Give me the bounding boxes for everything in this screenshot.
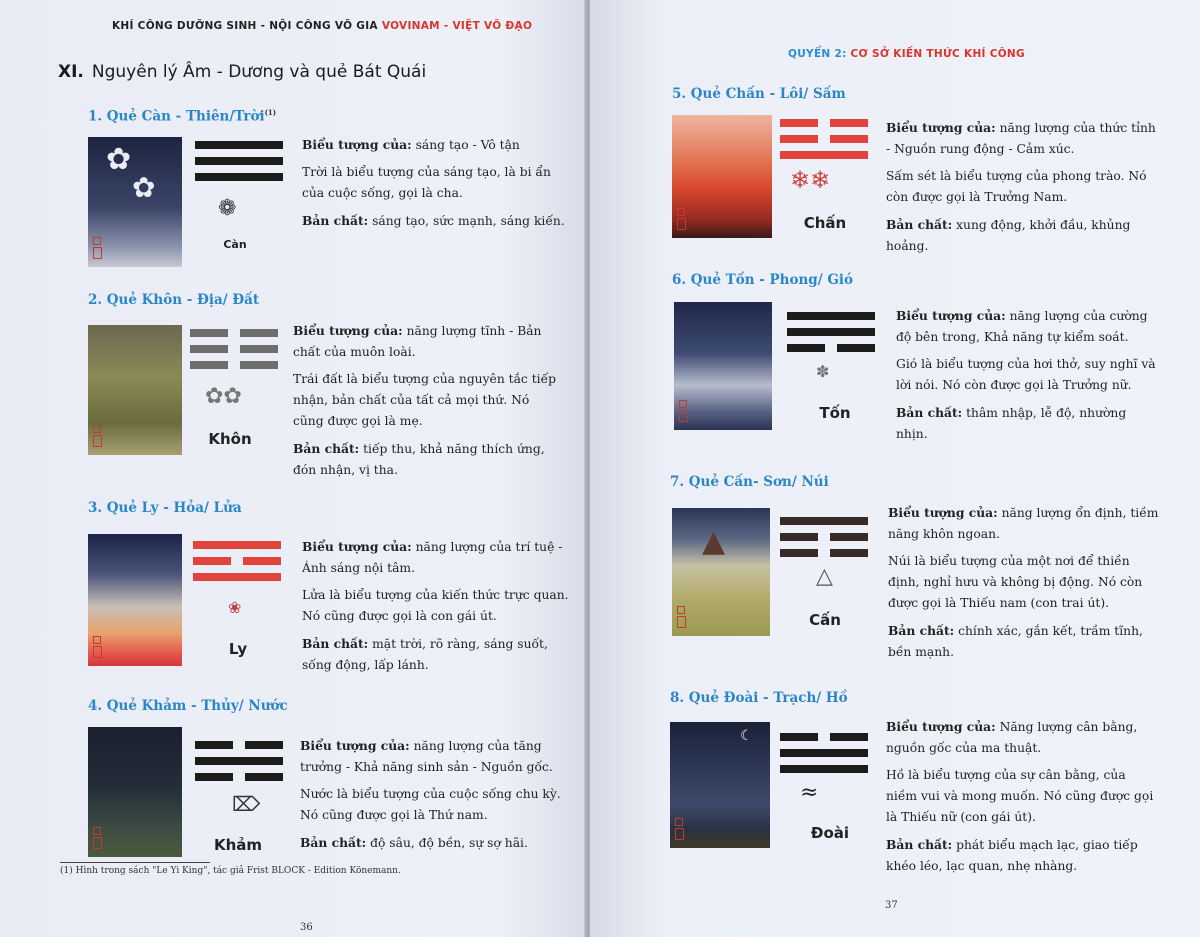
can-mountain-name: Cấn [809, 611, 841, 629]
left-page [0, 0, 588, 937]
khon-brush-icon: ✿✿ [205, 384, 242, 409]
ly-brush-icon: ❀ [228, 598, 242, 617]
trigram-heading-ly: 3. Quẻ Ly - Hỏa/ Lửa [88, 500, 242, 516]
trigram-heading-khon: 2. Quẻ Khôn - Địa/ Đất [88, 292, 260, 308]
doai-brush-icon: ≈ [800, 780, 819, 805]
trigram-heading-ton: 6. Quẻ Tốn - Phong/ Gió [672, 272, 854, 288]
trigram-heading-can-mountain: 7. Quẻ Cấn- Sơn/ Núi [670, 474, 829, 490]
can-mountain-brush-icon: △ [816, 564, 833, 589]
doai-artwork: ☾ [670, 722, 770, 848]
running-head-left: KHÍ CÔNG DƯỠNG SINH - NỘI CÔNG VÕ GIA VOVINAM - VIỆT VÕ ĐẠO [112, 20, 533, 32]
can-mountain-text: Biểu tượng của: năng lượng ổn định, tiềm năng khôn ngoan. Núi là biểu tượng của một nơi để thiền định, nghỉ hưu và không bị động. Nó còn được gọi là Thiếu nam (con trai út). Bản chất: chính xác, gắn kết, trầm tĩnh, bền mạnh. [888, 505, 1159, 659]
ly-artwork [88, 534, 182, 666]
khon-artwork [88, 325, 182, 455]
section-title: XI. Nguyên lý Âm - Dương và quẻ Bát Quái [58, 62, 427, 82]
ly-text: Biểu tượng của: năng lượng của trí tuệ - Ánh sáng nội tâm. Lửa là biểu tượng của kiến thức trực quan. Nó cũng được gọi là con gái út. Bản chất: mặt trời, rõ ràng, sáng suốt, sống động, lấp lánh. [302, 539, 569, 672]
trigram-heading-doai: 8. Quẻ Đoài - Trạch/ Hồ [670, 690, 848, 706]
trigram-heading-chan: 5. Quẻ Chấn - Lôi/ Sấm [672, 86, 846, 102]
chan-brush-icon: ❄❄ [790, 166, 831, 194]
ton-trigram [787, 312, 877, 360]
right-page [590, 0, 1200, 937]
running-head-right: QUYỂN 2: CƠ SỞ KIẾN THỨC KHÍ CÔNG [788, 48, 1025, 60]
doai-trigram [780, 733, 870, 781]
trigram-heading-kham: 4. Quẻ Khảm - Thủy/ Nước [88, 698, 288, 714]
khon-trigram [190, 329, 280, 377]
ly-name: Ly [228, 640, 248, 658]
ton-text: Biểu tượng của: năng lượng của cường độ bên trong, Khả năng tự kiểm soát. Gió là biểu tượng của hơi thở, suy nghĩ và lời nói. Nó còn được gọi là Trưởng nữ. Bản chất: thâm nhập, lễ độ, nhường nhịn. [896, 308, 1156, 441]
doai-name: Đoài [810, 824, 850, 842]
chan-artwork [672, 115, 772, 238]
can-name: Càn [223, 238, 247, 251]
page-number-left: 36 [300, 922, 313, 933]
kham-trigram [195, 741, 285, 789]
can-mountain-artwork: ▲ [672, 508, 770, 636]
trigram-heading-can: 1. Quẻ Càn - Thiên/Trời$^{(1)}$ [88, 108, 277, 125]
ton-name: Tốn [819, 404, 851, 422]
can-trigram [195, 141, 285, 189]
page-number-right: 37 [885, 900, 898, 911]
kham-brush-icon: ⌦ [232, 792, 261, 816]
doai-text: Biểu tượng của: Năng lượng cân bằng, nguồn gốc của ma thuật. Hồ là biểu tượng của sự cân bằng, của niềm vui và mong muốn. Nó cũng được gọi là Thiếu nữ (con gái út). Bản chất: phát biểu mạch lạc, giao tiếp khéo léo, lạc quan, nhẹ nhàng. [886, 719, 1154, 873]
footnote-rule [60, 862, 210, 863]
ton-artwork [674, 302, 772, 430]
ton-brush-icon: ✽ [816, 362, 830, 381]
kham-name: Khảm [213, 836, 263, 854]
kham-text: Biểu tượng của: năng lượng của tăng trưởng - Khả năng sinh sản - Nguồn gốc. Nước là biểu tượng của cuộc sống chu kỳ. Nó cũng được gọi là Thứ nam. Bản chất: độ sâu, độ bền, sự sợ hãi. [300, 738, 561, 850]
can-mountain-trigram [780, 517, 870, 565]
khon-text: Biểu tượng của: năng lượng tĩnh - Bản chất của muôn loài. Trái đất là biểu tượng của nguyên tắc tiếp nhận, bản chất của tất cả mọi thứ. Nó cũng được gọi là mẹ. Bản chất: tiếp thu, khả năng thích ứng, đón nhận, vị tha. [293, 323, 557, 477]
chan-name: Chấn [803, 214, 847, 232]
khon-name: Khôn [208, 430, 252, 448]
ly-trigram [193, 541, 283, 589]
kham-artwork [88, 727, 182, 857]
can-text: Biểu tượng của: sáng tạo - Vô tận Trời là biểu tượng của sáng tạo, là bi ẩn của cuộc sống, gọi là cha. Bản chất: sáng tạo, sức mạnh, sáng kiến. [302, 137, 565, 228]
footnote: (1) Hình trong sách "Le Yi King", tác giả Frist BLOCK - Edition Könemann. [60, 866, 401, 876]
can-artwork: ✿ ✿ [88, 137, 182, 267]
chan-trigram [780, 119, 870, 167]
can-brush-icon: ❁ [218, 196, 237, 221]
chan-text: Biểu tượng của: năng lượng của thức tỉnh - Nguồn rung động - Cảm xúc. Sấm sét là biểu tượng của phong trào. Nó còn được gọi là Trưởng Nam. Bản chất: xung động, khởi đầu, khủng hoảng. [886, 120, 1156, 253]
